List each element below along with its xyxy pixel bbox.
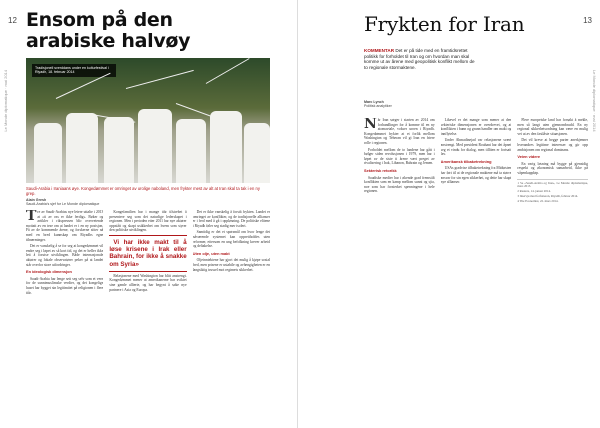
paragraph: USAs gradvise tilbaketrekning fra Midtøsten har ført til at de regionale maktene må ta større ansvar for sin egen sikkerhet, og dette har skapt nye allianser. <box>440 166 512 185</box>
footnote: 2 Reuters, 14. januar 2014. <box>517 189 551 194</box>
page-number: 13 <box>583 16 592 25</box>
sword-dance-photo <box>26 58 270 183</box>
paragraph: Saudiske medier har i økende grad fremstilt konflikten som en kamp mellom sunni og sjia, noe som har forsterket spenningene i hele regionen. <box>364 175 435 194</box>
paragraph: Oljeinntektene har gjort det mulig å kjøpe sosial fred, men prisene er ustabile og avhengigheten er en langsiktig trussel mot regimets sikkerhet. <box>192 258 270 272</box>
dropcap: N <box>364 118 377 132</box>
paragraph: Flere europeiske land har forsøkt å mekle, men så langt uten gjennombrudd. En ny regional sikkerhetsordning kan være en mulig vei ut av den fastlåste situasjonen. <box>517 118 589 136</box>
photo-caption: Tradisjonell sverddans under en kulturfestival i Riyadh, 18. februar 2014 <box>32 64 116 77</box>
column-1 <box>26 210 103 422</box>
byline-name: Marc Lynch <box>364 100 384 104</box>
paragraph: Det er vanskelig å se for seg at kongedømmet vil endre seg i løpet av så kort tid, og det er heller ikke lett å forutse utviklingen. Både internasjonale aktører og lokale observatører peker på at landet står overfor store utfordringer. <box>26 244 104 267</box>
pull-quote: Vi har ikke makt til å løse krisene i Irak eller Bahrain, for ikke å snakke om Syria» <box>109 235 186 272</box>
byline <box>364 100 464 109</box>
paragraph: re av Saudi-Arabias nye leiere uttalte i 2013 at «ti av oss er ikke ferdig». Bøker og artikler i rikspressen blir overveiende mottatt av en tese om at landet er i en ny posisjon. Få av de kommende årene, og forskerne sitter nå med en bred kunnskap om Riyadhs egne tilnærminger. <box>26 210 104 242</box>
paragraph: Saudi-Arabia har lenge sett seg selv som et vern for de sunnimuslimske verdier, og det kongelige huset har bygget sin legitimitet på religionen i flere tiår. <box>26 276 104 295</box>
headline: Ensom på den arabiske halvøy <box>26 9 191 52</box>
page-number: 12 <box>8 16 17 25</box>
ingress-text: Det er på tide med en framtidsrettet politikk for forholdet til Iran og om hvordan man skal komme ut av årene med geopolitisk konflikt mellom de to regionale stormaktene. <box>364 48 475 70</box>
article-columns <box>364 118 588 418</box>
subhead: Uten olje, uten makt <box>192 250 230 256</box>
subhead: En ideologisk dimensjon <box>26 269 72 275</box>
footnote: 4 The Economist, 22. mars 2014. <box>517 199 559 204</box>
right-page <box>302 0 600 428</box>
byline-name: Alain Gresh <box>26 198 47 202</box>
left-page <box>0 0 298 428</box>
footnote: 3 Intervju med forfatteren, Riyadh, februar 2014. <box>517 194 579 199</box>
column-2 <box>441 118 512 418</box>
paragraph: Forholdet mellom de to landene har gått i bølger siden revolusjonen i 1979, men har i løpet av de siste ti årene vært preget av rivalisering i Irak, Libanon, Bahrain og Jemen. <box>364 147 435 166</box>
byline-role: Saudi-Arabia's sjef for Le Monde diplomatique <box>26 202 100 207</box>
paragraph: Relasjonene med Washington har blitt anstrengt. Kongedømmet mener at amerikanerne har sviktet sine gamle allierte, og har begynt å søke nye partnere i Asia og Europa. <box>109 273 187 292</box>
side-text: Le Monde diplomatique · mai 2014 <box>592 70 597 132</box>
subhead: Amerikansk tilbaketrekning <box>440 158 492 164</box>
subhead: Veien videre <box>517 154 541 160</box>
byline-role: Politisk analytiker <box>364 104 392 109</box>
paragraph: Likevel er det mange som mener at den sekteriske dimensjonen er overdrevet, og at konflikten i bunn og grunn handler om makt og innflytelse. <box>440 118 512 136</box>
column-1 <box>364 118 435 418</box>
paragraph: år Iran sørger i starten av 2014 om forhandlinger for å komme til en ny atomavtale, vokser uroen i Riyadh. Kongedømmet frykter at et forlik mellom Washington og Teheran vil gi Iran en friere rolle i regionen. <box>364 118 435 145</box>
ingress-label: KOMMENTAR <box>364 48 395 53</box>
paragraph: Det vil kreve at begge parter anerkjenner hverandres legitime interesser og gir opp ambisjonen om regional dominans. <box>517 138 589 152</box>
footnotes <box>517 179 588 205</box>
dropcap: T <box>26 210 37 224</box>
article-columns <box>26 210 270 422</box>
subhead: Sekterisk retorikk <box>364 167 397 173</box>
paragraph: Kongefamilien har i mange tiår tilstrebet å presentere seg som det naturlige lederskapet i regionen. Men i perioden etter 2011 har nye aktører oppstått og skapt usikkerhet om hvem som styrer den politiske utviklingen. <box>109 210 187 233</box>
headline: Frykten for Iran <box>364 12 525 36</box>
paragraph: En varig løsning må bygge på gjensidig respekt og økonomisk samarbeid, ikke på våpenkappløp. <box>517 161 589 175</box>
footnote: 1 Se «Saudi-Arabia og Iran», Le Monde diplomatique, mars 2013. <box>517 180 589 189</box>
column-3 <box>193 210 270 422</box>
column-3 <box>517 118 588 418</box>
paragraph: Det er ikke vanskelig å forstå frykten. Landet er omringet av konflikter, og de tradisjonelle allianser er i ferd med å gå i oppløsning. De politiske elitene i Riyadh føler seg stadig mer isolert. <box>192 210 270 228</box>
photo-caption-text: Saudi-Arabia i Iraniaans øye. Kongedømmet er omringet av urolige naboland, men frykter mest av alt at Iran skal ta tak i en ny grep. <box>26 186 260 196</box>
side-text: Le Monde diplomatique · mai 2014 <box>3 70 8 132</box>
ingress <box>364 48 476 70</box>
paragraph: Samtidig er det et spørsmål om hvor lenge det nåværende systemet kan opprettholdes uten reformer, ettersom en ung befolkning krever arbeid og deltakelse. <box>192 230 270 249</box>
column-2 <box>109 210 186 422</box>
byline <box>26 198 146 207</box>
paragraph: Under Ahmadinejad var relasjonene svært anstrengt. Med president Rouhani har det åpnet seg et vindu for dialog, men tilliten er fortsatt lav. <box>440 138 512 157</box>
